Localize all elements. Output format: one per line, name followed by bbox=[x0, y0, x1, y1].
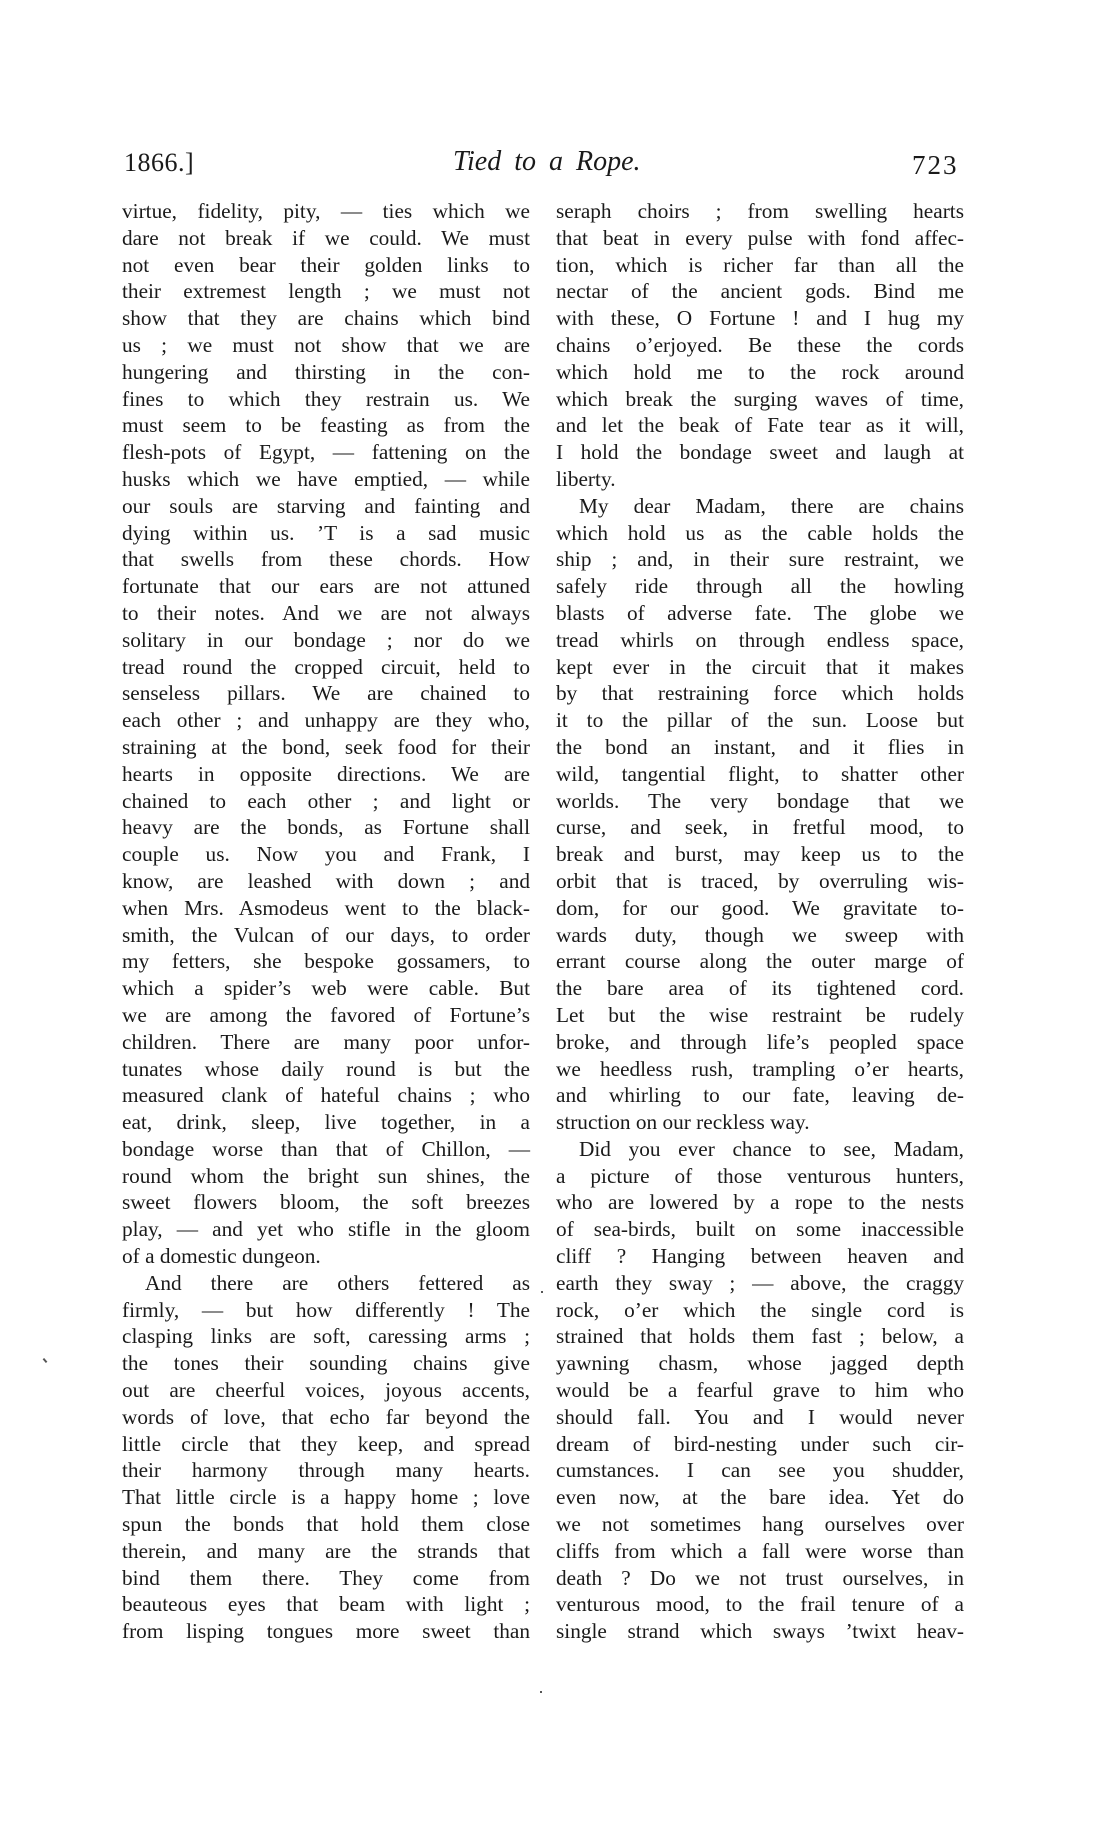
text-line: tunates whose daily round is but the bbox=[122, 1056, 530, 1081]
text-line: tion, which is richer far than all the bbox=[556, 252, 964, 277]
text-line: husks which we have emptied, — while bbox=[122, 466, 530, 491]
text-line: Did you ever chance to see, Madam, bbox=[579, 1136, 964, 1161]
text-line: clasping links are soft, caressing arms ; bbox=[122, 1324, 530, 1349]
text-line: dream of bird-nesting under such cir- bbox=[556, 1431, 964, 1456]
text-line: of a domestic dungeon. bbox=[122, 1244, 321, 1269]
text-line: nectar of the ancient gods. Bind me bbox=[556, 279, 964, 304]
text-line: couple us. Now you and Frank, I bbox=[122, 842, 530, 867]
text-line: we heedless rush, trampling o’er hearts, bbox=[556, 1056, 964, 1081]
text-line: hungering and thirsting in the con- bbox=[122, 359, 530, 384]
text-line: heavy are the bonds, as Fortune shall bbox=[122, 815, 530, 840]
text-line: death ? Do we not trust ourselves, in bbox=[556, 1565, 964, 1590]
text-line: cumstances. I can see you shudder, bbox=[556, 1458, 964, 1483]
running-head bbox=[0, 146, 1120, 182]
text-line: chained to each other ; and light or bbox=[122, 788, 530, 813]
text-line: play, — and yet who stifle in the gloom bbox=[122, 1217, 530, 1242]
text-line: must seem to be feasting as from the bbox=[122, 413, 530, 438]
page-number: 723 bbox=[912, 150, 959, 180]
text-line: therein, and many are the strands that bbox=[122, 1538, 530, 1563]
scan-speck bbox=[540, 1691, 542, 1693]
text-line: know, are leashed with down ; and bbox=[122, 868, 530, 893]
text-line: the bond an instant, and it flies in bbox=[556, 734, 964, 759]
text-line: their harmony through many hearts. bbox=[122, 1458, 530, 1483]
text-line: bind them there. They come from bbox=[122, 1565, 530, 1590]
text-line: should fall. You and I would never bbox=[556, 1404, 964, 1429]
text-line: a picture of those venturous hunters, bbox=[556, 1163, 964, 1188]
text-line: seraph choirs ; from swelling hearts bbox=[556, 199, 964, 223]
text-line: curse, and seek, in fretful mood, to bbox=[556, 815, 964, 840]
text-line: straining at the bond, seek food for their bbox=[122, 734, 530, 759]
text-line: children. There are many poor unfor- bbox=[122, 1029, 530, 1054]
running-head-title: Tied to a Rope. bbox=[453, 146, 641, 177]
text-line: firmly, — but how differently ! The bbox=[122, 1297, 530, 1322]
text-line: worlds. The very bondage that we bbox=[556, 788, 964, 813]
text-line: break and burst, may keep us to the bbox=[556, 842, 964, 867]
text-line: orbit that is traced, by overruling wis- bbox=[556, 868, 964, 893]
text-line: which hold us as the cable holds the bbox=[556, 520, 964, 545]
text-line: ship ; and, in their sure restraint, we bbox=[556, 547, 964, 572]
text-line: single strand which sways ’twixt heav- bbox=[556, 1619, 964, 1644]
text-line: senseless pillars. We are chained to bbox=[122, 681, 530, 706]
text-line: of sea-birds, built on some inaccessible bbox=[556, 1217, 964, 1242]
text-line: dom, for our good. We gravitate to- bbox=[556, 895, 964, 920]
text-line: yawning chasm, whose jagged depth bbox=[556, 1351, 964, 1376]
scan-speck bbox=[43, 1358, 48, 1363]
text-line: tread whirls on through endless space, bbox=[556, 627, 964, 652]
text-line: errant course along the outer marge of bbox=[556, 949, 964, 974]
text-line: that beat in every pulse with fond affec- bbox=[556, 225, 964, 250]
left-column bbox=[122, 198, 530, 1645]
text-line: from lisping tongues more sweet than bbox=[122, 1619, 530, 1644]
text-line: spun the bonds that hold them close bbox=[122, 1512, 530, 1537]
text-line: dare not break if we could. We must bbox=[122, 225, 530, 250]
text-line: struction on our reckless way. bbox=[556, 1110, 810, 1135]
text-line: their extremest length ; we must not bbox=[122, 279, 530, 304]
text-line: which hold me to the rock around bbox=[556, 359, 964, 384]
text-line: which a spider’s web were cable. But bbox=[122, 976, 530, 1001]
text-line: And there are others fettered as bbox=[145, 1270, 530, 1295]
text-line: virtue, fidelity, pity, — ties which we bbox=[122, 199, 530, 223]
text-line: which break the surging waves of time, bbox=[556, 386, 964, 411]
text-line: to their notes. And we are not always bbox=[122, 600, 530, 625]
text-line: fines to which they restrain us. We bbox=[122, 386, 530, 411]
text-line: the tones their sounding chains give bbox=[122, 1351, 530, 1376]
text-line: round whom the bright sun shines, the bbox=[122, 1163, 530, 1188]
text-line: who are lowered by a rope to the nests bbox=[556, 1190, 964, 1215]
text-line: and whirling to our fate, leaving de- bbox=[556, 1083, 964, 1108]
running-head-date: 1866.] bbox=[124, 148, 195, 177]
text-line: even now, at the bare idea. Yet do bbox=[556, 1485, 964, 1510]
text-line: safely ride through all the howling bbox=[556, 574, 964, 599]
text-line: would be a fearful grave to him who bbox=[556, 1378, 964, 1403]
text-line: venturous mood, to the frail tenure of a bbox=[556, 1592, 964, 1617]
text-line: eat, drink, sleep, live together, in a bbox=[122, 1110, 530, 1135]
text-line: out are cheerful voices, joyous accents, bbox=[122, 1378, 530, 1403]
text-line: flesh-pots of Egypt, — fattening on the bbox=[122, 440, 530, 465]
text-line: measured clank of hateful chains ; who bbox=[122, 1083, 530, 1108]
text-line: cliffs from which a fall were worse than bbox=[556, 1538, 964, 1563]
text-line: little circle that they keep, and spread bbox=[122, 1431, 530, 1456]
text-line: cliff ? Hanging between heaven and bbox=[556, 1244, 964, 1269]
text-line: with these, O Fortune ! and I hug my bbox=[556, 306, 964, 331]
text-line: smith, the Vulcan of our days, to order bbox=[122, 922, 530, 947]
scan-speck bbox=[541, 1291, 543, 1293]
text-line: solitary in our bondage ; nor do we bbox=[122, 627, 530, 652]
text-line: we are among the favored of Fortune’s bbox=[122, 1002, 530, 1027]
text-line: my fetters, she bespoke gossamers, to bbox=[122, 949, 530, 974]
text-line: wards duty, though we sweep with bbox=[556, 922, 964, 947]
text-line: bondage worse than that of Chillon, — bbox=[122, 1136, 530, 1161]
text-line: kept ever in the circuit that it makes bbox=[556, 654, 964, 679]
text-line: that swells from these chords. How bbox=[122, 547, 530, 572]
text-line: sweet flowers bloom, the soft breezes bbox=[122, 1190, 530, 1215]
text-line: words of love, that echo far beyond the bbox=[122, 1404, 530, 1429]
text-line: by that restraining force which holds bbox=[556, 681, 964, 706]
text-line: wild, tangential flight, to shatter other bbox=[556, 761, 964, 786]
text-line: tread round the cropped circuit, held to bbox=[122, 654, 530, 679]
text-line: fortunate that our ears are not attuned bbox=[122, 574, 530, 599]
text-line: beauteous eyes that beam with light ; bbox=[122, 1592, 530, 1617]
text-line: earth they sway ; — above, the craggy bbox=[556, 1270, 964, 1295]
text-line: not even bear their golden links to bbox=[122, 252, 530, 277]
text-line: show that they are chains which bind bbox=[122, 306, 530, 331]
text-line: hearts in opposite directions. We are bbox=[122, 761, 530, 786]
text-line: us ; we must not show that we are bbox=[122, 332, 530, 357]
text-line: when Mrs. Asmodeus went to the black- bbox=[122, 895, 530, 920]
text-line: blasts of adverse fate. The globe we bbox=[556, 600, 964, 625]
text-line: it to the pillar of the sun. Loose but bbox=[556, 708, 964, 733]
text-line: dying within us. ’T is a sad music bbox=[122, 520, 530, 545]
text-line: the bare area of its tightened cord. bbox=[556, 976, 964, 1001]
text-line: rock, o’er which the single cord is bbox=[556, 1297, 964, 1322]
text-line: and let the beak of Fate tear as it will, bbox=[556, 413, 964, 438]
text-line: broke, and through life’s peopled space bbox=[556, 1029, 964, 1054]
text-line: strained that holds them fast ; below, a bbox=[556, 1324, 964, 1349]
text-line: My dear Madam, there are chains bbox=[579, 493, 964, 518]
text-line: liberty. bbox=[556, 466, 616, 491]
text-line: we not sometimes hang ourselves over bbox=[556, 1512, 964, 1537]
right-column bbox=[556, 198, 964, 1645]
text-line: our souls are starving and fainting and bbox=[122, 493, 530, 518]
text-line: I hold the bondage sweet and laugh at bbox=[556, 440, 964, 465]
text-line: That little circle is a happy home ; love bbox=[122, 1485, 530, 1510]
text-line: each other ; and unhappy are they who, bbox=[122, 708, 530, 733]
text-line: Let but the wise restraint be rudely bbox=[556, 1002, 964, 1027]
text-line: chains o’erjoyed. Be these the cords bbox=[556, 332, 964, 357]
